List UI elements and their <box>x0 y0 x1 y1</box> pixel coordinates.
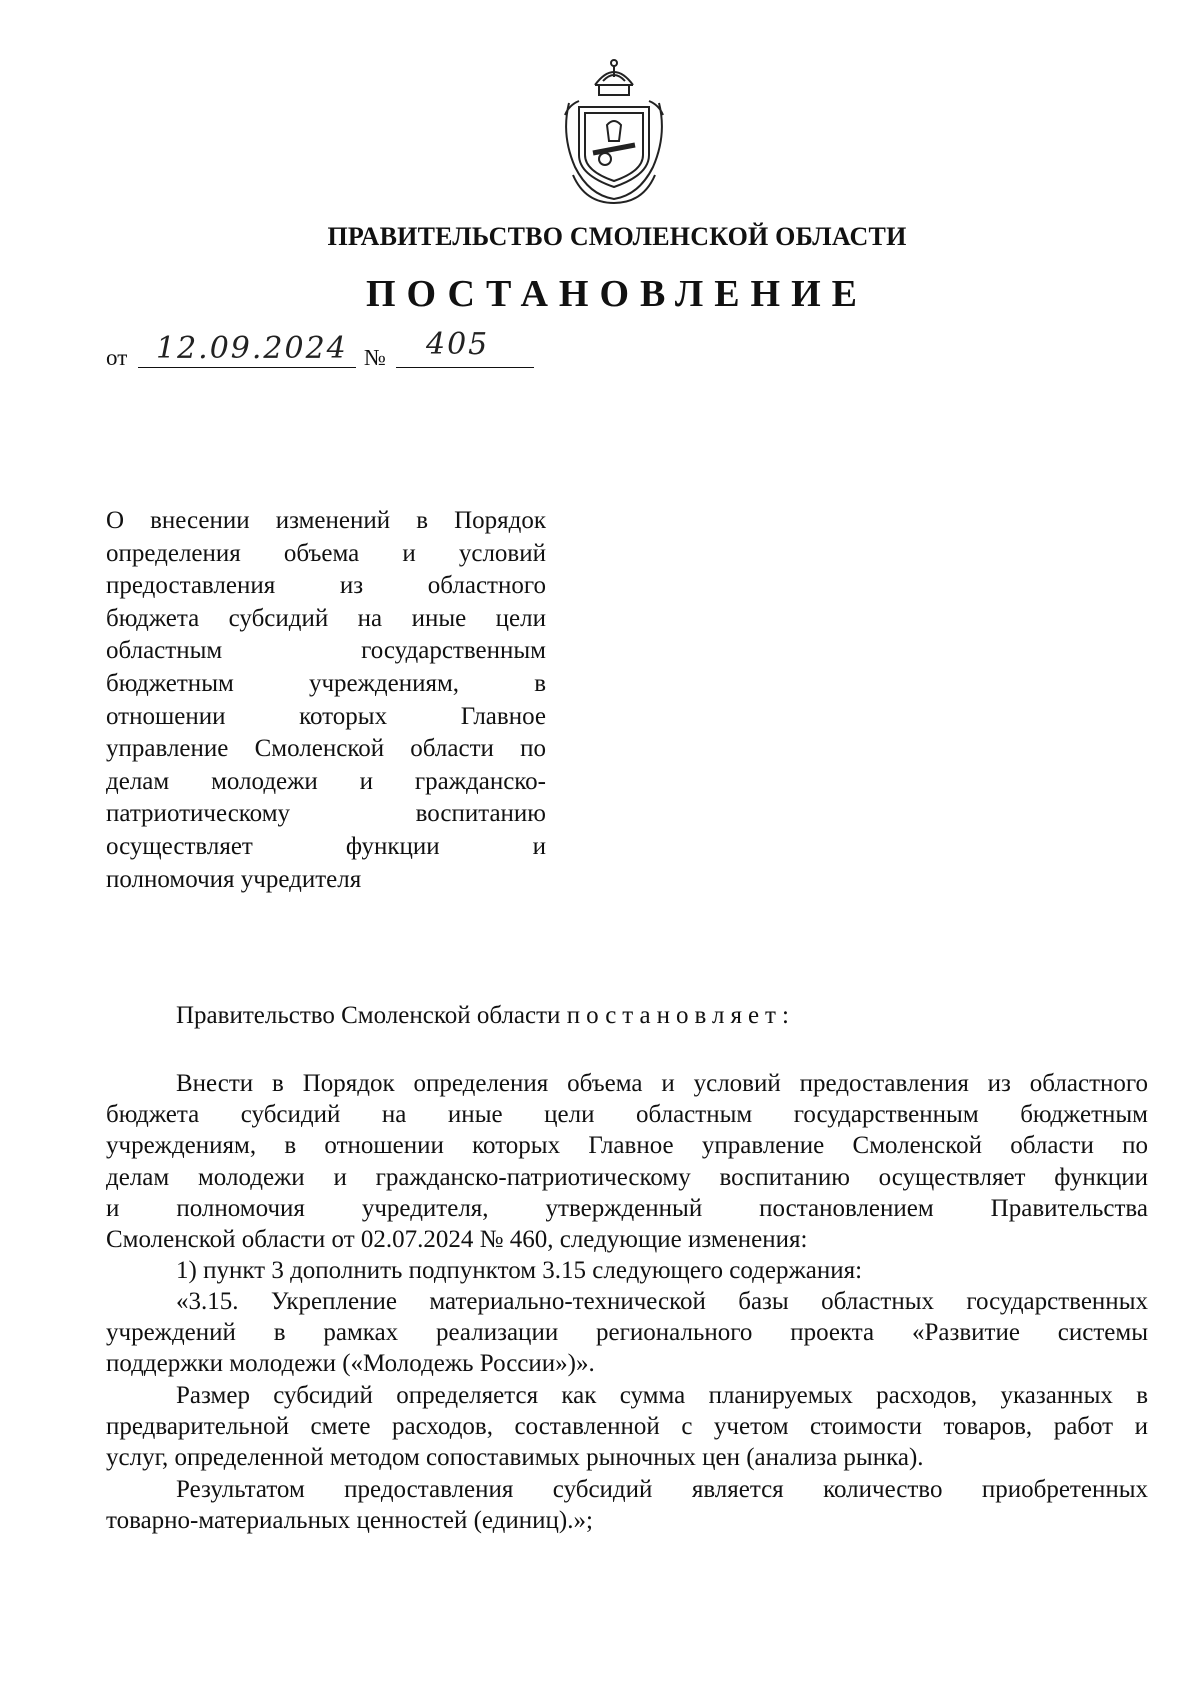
subject-line: бюджетным учреждениям, в <box>106 669 546 697</box>
text-line: Смоленской области от 02.07.2024 № 460, следующие изменения: <box>106 1226 808 1254</box>
text-line: предварительной смете расходов, составленной с учетом стоимости товаров, работ и <box>106 1413 1148 1441</box>
subject-line: патриотическому воспитанию <box>106 800 546 828</box>
text-line: поддержки молодежи («Молодежь России»)». <box>106 1350 595 1378</box>
text-line: учреждениям, в отношении которых Главное управление Смоленской области по <box>106 1132 1148 1160</box>
resolves-paragraph <box>106 1000 1148 1031</box>
paragraph-result <box>106 1474 1148 1536</box>
text-line: услуг, определенной методом сопоставимых рыночных цен (анализа рынка). <box>106 1444 924 1472</box>
subject-line: бюджета субсидий на иные цели <box>106 604 546 632</box>
date-prefix: от <box>106 345 128 370</box>
text-line: «3.15. Укрепление материально-технической базы областных государственных <box>176 1288 1148 1315</box>
subject-line: определения объема и условий <box>106 539 546 567</box>
subject-line: областным государственным <box>106 637 546 665</box>
text-line: учреждений в рамках реализации регионального проекта «Развитие системы <box>106 1319 1148 1347</box>
subject-line: управление Смоленской области по <box>106 735 546 763</box>
paragraph-intro <box>106 1068 1148 1255</box>
subject-line: полномочия учредителя <box>106 865 362 893</box>
paragraph-3-15 <box>106 1286 1148 1380</box>
resolves-word: постановляет: <box>566 1002 795 1029</box>
text-line: товарно-материальных ценностей (единиц).»; <box>106 1507 593 1535</box>
subject-line: осуществляет функции и <box>106 832 546 860</box>
organization-name: ПРАВИТЕЛЬСТВО СМОЛЕНСКОЙ ОБЛАСТИ <box>327 222 907 251</box>
subject-block <box>106 505 546 896</box>
subject-line: О внесении изменений в Порядок <box>106 507 546 534</box>
subject-line: отношении которых Главное <box>106 702 546 730</box>
text-line: Размер субсидий определяется как сумма планируемых расходов, указанных в <box>176 1382 1148 1409</box>
text-line: бюджета субсидий на иные цели областным государственным бюджетным <box>106 1101 1148 1129</box>
number-prefix: № <box>364 345 386 370</box>
text-line: делам молодежи и гражданско-патриотическому воспитанию осуществляет функции <box>106 1163 1148 1191</box>
coat-of-arms-icon <box>555 55 673 205</box>
text-line: 1) пункт 3 дополнить подпунктом 3.15 следующего содержания: <box>176 1257 863 1284</box>
subject-line: делам молодежи и гражданско- <box>106 767 546 795</box>
text-line: Результатом предоставления субсидий является количество приобретенных <box>176 1476 1148 1503</box>
subject-line: предоставления из областного <box>106 572 546 600</box>
text-line: и полномочия учредителя, утвержденный постановлением Правительства <box>106 1194 1148 1222</box>
resolves-prefix: Правительство Смоленской области <box>176 1002 567 1029</box>
date-value: 12.09.2024 <box>156 331 348 366</box>
paragraph-subsidy-size <box>106 1380 1148 1474</box>
item-1 <box>106 1255 1148 1286</box>
document-type: ПОСТАНОВЛЕНИЕ <box>365 273 869 315</box>
text-line: Внести в Порядок определения объема и условий предоставления из областного <box>176 1070 1148 1097</box>
number-value: 405 <box>426 327 490 362</box>
